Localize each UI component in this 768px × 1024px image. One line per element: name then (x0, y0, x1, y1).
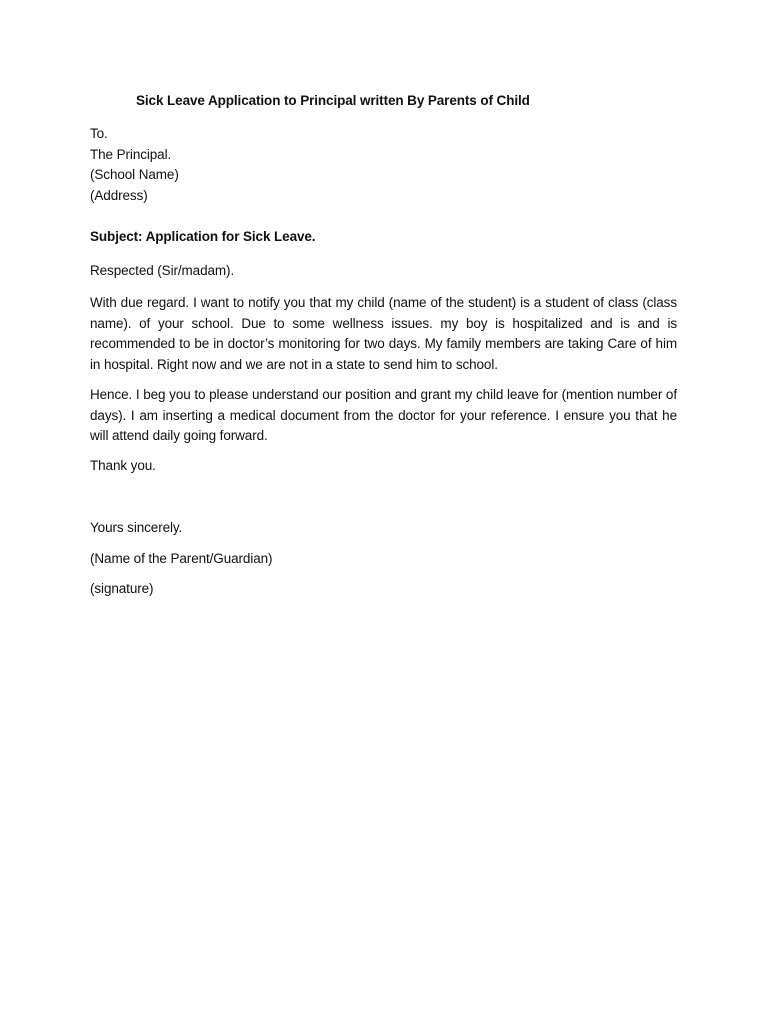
signature-line: (signature) (90, 581, 154, 596)
body-paragraph-1: With due regard. I want to notify you that my child (name of the student) is a student of class (class name). of your school. Due to some wellness issues. my boy is hospitalized and is and is recommended to be in doctor’s monitoring for two days. My family members are taking Care of him in hospital. Right now and we are not in a state to send him to school. (90, 295, 677, 372)
address-line-recipient: The Principal. (90, 146, 172, 162)
sender-name: (Name of the Parent/Guardian) (90, 551, 273, 566)
closing-line: Yours sincerely. (90, 520, 183, 535)
subject-line: Subject: Application for Sick Leave. (90, 229, 316, 244)
address-line-school-name: (School Name) (90, 167, 179, 182)
recipient-address (90, 124, 677, 206)
body-paragraph-2: Hence. I beg you to please understand our position and grant my child leave for (mention number of days). I am inserting a medical document from the doctor for your reference. I ensure you that he will attend daily going forward. (90, 387, 677, 443)
document-title: Sick Leave Application to Principal written By Parents of Child (136, 93, 530, 108)
address-line-to: To. (90, 126, 108, 141)
thank-you-line: Thank you. (90, 458, 156, 473)
address-line-address: (Address) (90, 187, 148, 203)
salutation: Respected (Sir/madam). (90, 263, 235, 278)
